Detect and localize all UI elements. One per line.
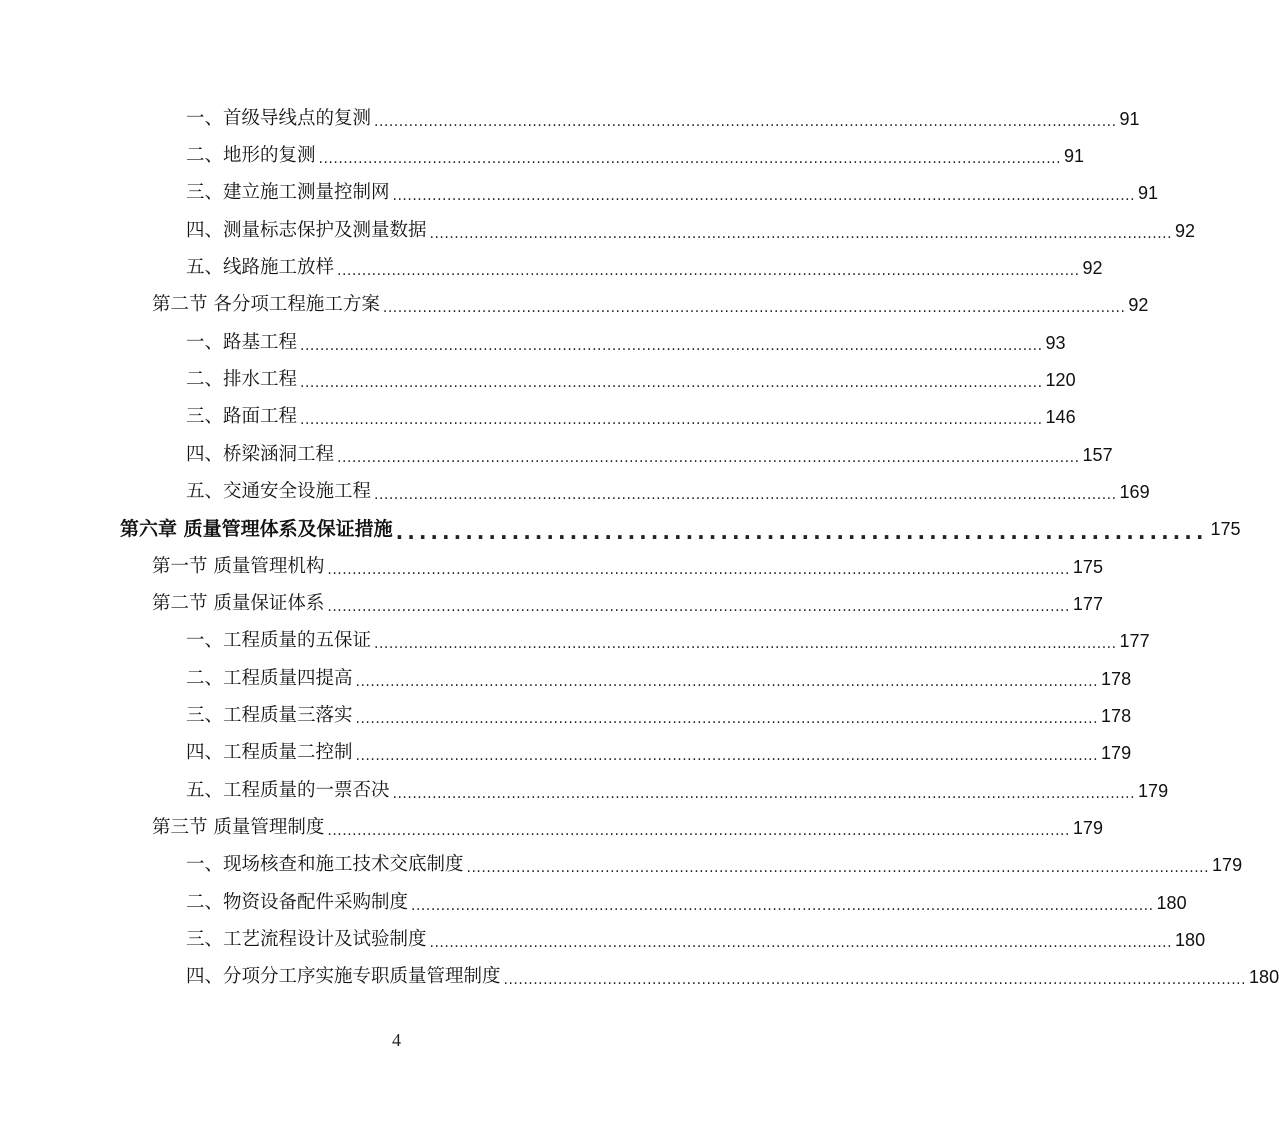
toc-entry-title: 一、现场核查和施工技术交底制度 — [186, 854, 464, 875]
toc-entry[interactable] — [186, 477, 1150, 507]
toc-entry[interactable] — [186, 104, 1140, 134]
leader-dots: ...................................................................................................................................................... — [337, 450, 1080, 466]
toc-entry[interactable] — [186, 365, 1076, 395]
leader-dots: ...................................................................................................................................................... — [355, 711, 1099, 727]
toc-entry-page: 91 — [1138, 183, 1159, 203]
leader-dots: ...................................................................................................................................................... — [392, 188, 1136, 204]
toc-entry-page: 177 — [1072, 594, 1103, 614]
toc-entry-page: 93 — [1045, 333, 1066, 353]
page-number: 4 — [392, 1030, 401, 1050]
toc-entry-page: 91 — [1119, 109, 1140, 129]
leader-dots: ...................................................................................................................................................... — [327, 823, 1070, 839]
toc-entry-page: 179 — [1072, 818, 1103, 838]
toc-entry-page: 175 — [1210, 519, 1241, 539]
toc-entry-title: 二、物资设备配件采购制度 — [186, 892, 409, 913]
toc-entry[interactable] — [186, 216, 1196, 246]
toc-entry-title: 二、排水工程 — [186, 369, 298, 390]
toc-entry-page: 177 — [1119, 631, 1150, 651]
toc-entry-title: 三、工艺流程设计及试验制度 — [186, 929, 427, 950]
toc-entry-title: 第二节 质量保证体系 — [152, 593, 325, 614]
toc-entry-title: 三、工程质量三落实 — [186, 705, 353, 726]
toc-entry-page: 178 — [1101, 706, 1132, 726]
leader-dots: ...................................................................................................................................................... — [392, 786, 1136, 802]
toc-entry[interactable] — [186, 402, 1076, 432]
leader-dots: ...................................................................................................................................................... — [374, 487, 1117, 503]
toc-entry[interactable] — [152, 290, 1149, 320]
toc-entry-page: 92 — [1082, 258, 1103, 278]
toc-entry[interactable] — [186, 664, 1132, 694]
leader-dots: ...................................................................................................................................................... — [429, 935, 1173, 951]
leader-dots: ...................................................................................................................................................... — [355, 748, 1099, 764]
leader-dots: ...................................................................................................................................................... — [318, 151, 1062, 167]
toc-entry-page: 146 — [1045, 407, 1076, 427]
toc-entry[interactable] — [152, 589, 1103, 619]
leader-dots: ...................................................................................................................................................... — [374, 636, 1117, 652]
toc-entry-title: 一、工程质量的五保证 — [186, 630, 372, 651]
toc-entry-page: 169 — [1119, 482, 1150, 502]
toc-entry[interactable] — [186, 776, 1169, 806]
toc-entry[interactable] — [186, 925, 1206, 955]
toc-entry-title: 五、工程质量的一票否决 — [186, 780, 390, 801]
toc-entry-page: 179 — [1101, 743, 1132, 763]
toc-entry-page: 179 — [1212, 855, 1243, 875]
toc-entry-title: 第六章 质量管理体系及保证措施 — [120, 518, 393, 540]
leader-dots: ...................................................................................................................................................... — [466, 860, 1210, 876]
toc-entry[interactable] — [186, 328, 1066, 358]
leader-dots: ...................................................................................................................................................... — [300, 375, 1043, 391]
toc-chapter-entry[interactable] — [120, 514, 1241, 544]
toc-entry-title: 四、工程质量二控制 — [186, 742, 353, 763]
toc-entry[interactable] — [186, 888, 1187, 918]
toc-entry-page: 180 — [1175, 930, 1206, 950]
leader-dots: ...................................................................................................................................................... — [374, 114, 1117, 130]
leader-dots: ...................................................................................................................................................... — [327, 599, 1070, 615]
leader-dots: ...................................................................................................................................................... — [355, 674, 1099, 690]
leader-dots: ...................................................................................................................................................... — [300, 338, 1043, 354]
toc-entry-page: 92 — [1175, 221, 1196, 241]
toc-entry-page: 92 — [1128, 295, 1149, 315]
toc-entry[interactable] — [186, 626, 1150, 656]
toc-entry[interactable] — [186, 178, 1159, 208]
toc-entry-title: 三、路面工程 — [186, 406, 298, 427]
toc-entry[interactable] — [152, 813, 1103, 843]
toc-entry-page: 180 — [1156, 893, 1187, 913]
toc-entry-title: 四、桥梁涵洞工程 — [186, 444, 335, 465]
toc-entry-title: 三、建立施工测量控制网 — [186, 182, 390, 203]
toc-entry-title: 五、线路施工放样 — [186, 257, 335, 278]
toc-entry-title: 第一节 质量管理机构 — [152, 556, 325, 577]
toc-entry-title: 一、首级导线点的复测 — [186, 108, 372, 129]
toc-entry-page: 180 — [1249, 967, 1279, 987]
leader-dots: ...................................................................... — [395, 520, 1208, 544]
toc-entry-title: 四、分项分工序实施专职质量管理制度 — [186, 966, 501, 987]
toc-entry-page: 157 — [1082, 445, 1113, 465]
leader-dots: ...................................................................................................................................................... — [411, 898, 1154, 914]
toc-entry[interactable] — [152, 552, 1103, 582]
toc-entry-page: 175 — [1072, 557, 1103, 577]
toc-entry-page: 179 — [1138, 781, 1169, 801]
toc-entry-title: 四、测量标志保护及测量数据 — [186, 220, 427, 241]
leader-dots: ...................................................................................................................................................... — [337, 263, 1080, 279]
toc-entry[interactable] — [186, 850, 1243, 880]
leader-dots: ...................................................................................................................................................... — [300, 412, 1043, 428]
toc-entry[interactable] — [186, 701, 1132, 731]
toc-entry[interactable] — [186, 962, 1279, 992]
toc-entry-title: 二、地形的复测 — [186, 145, 316, 166]
leader-dots: ...................................................................................................................................................... — [327, 562, 1070, 578]
leader-dots: ...................................................................................................................................................... — [429, 226, 1173, 242]
toc-entry[interactable] — [186, 738, 1132, 768]
toc-entry-title: 二、工程质量四提高 — [186, 668, 353, 689]
toc-entry[interactable] — [186, 440, 1113, 470]
leader-dots: ...................................................................................................................................................... — [503, 972, 1247, 988]
toc-entry-title: 一、路基工程 — [186, 332, 298, 353]
toc-entry[interactable] — [186, 141, 1085, 171]
toc-entry-title: 五、交通安全设施工程 — [186, 481, 372, 502]
toc-entry-page: 178 — [1101, 669, 1132, 689]
leader-dots: ...................................................................................................................................................... — [382, 300, 1126, 316]
toc-entry-page: 120 — [1045, 370, 1076, 390]
toc-entry-page: 91 — [1064, 146, 1085, 166]
toc-entry-title: 第三节 质量管理制度 — [152, 817, 325, 838]
toc-entry[interactable] — [186, 253, 1103, 283]
toc-entry-title: 第二节 各分项工程施工方案 — [152, 294, 380, 315]
